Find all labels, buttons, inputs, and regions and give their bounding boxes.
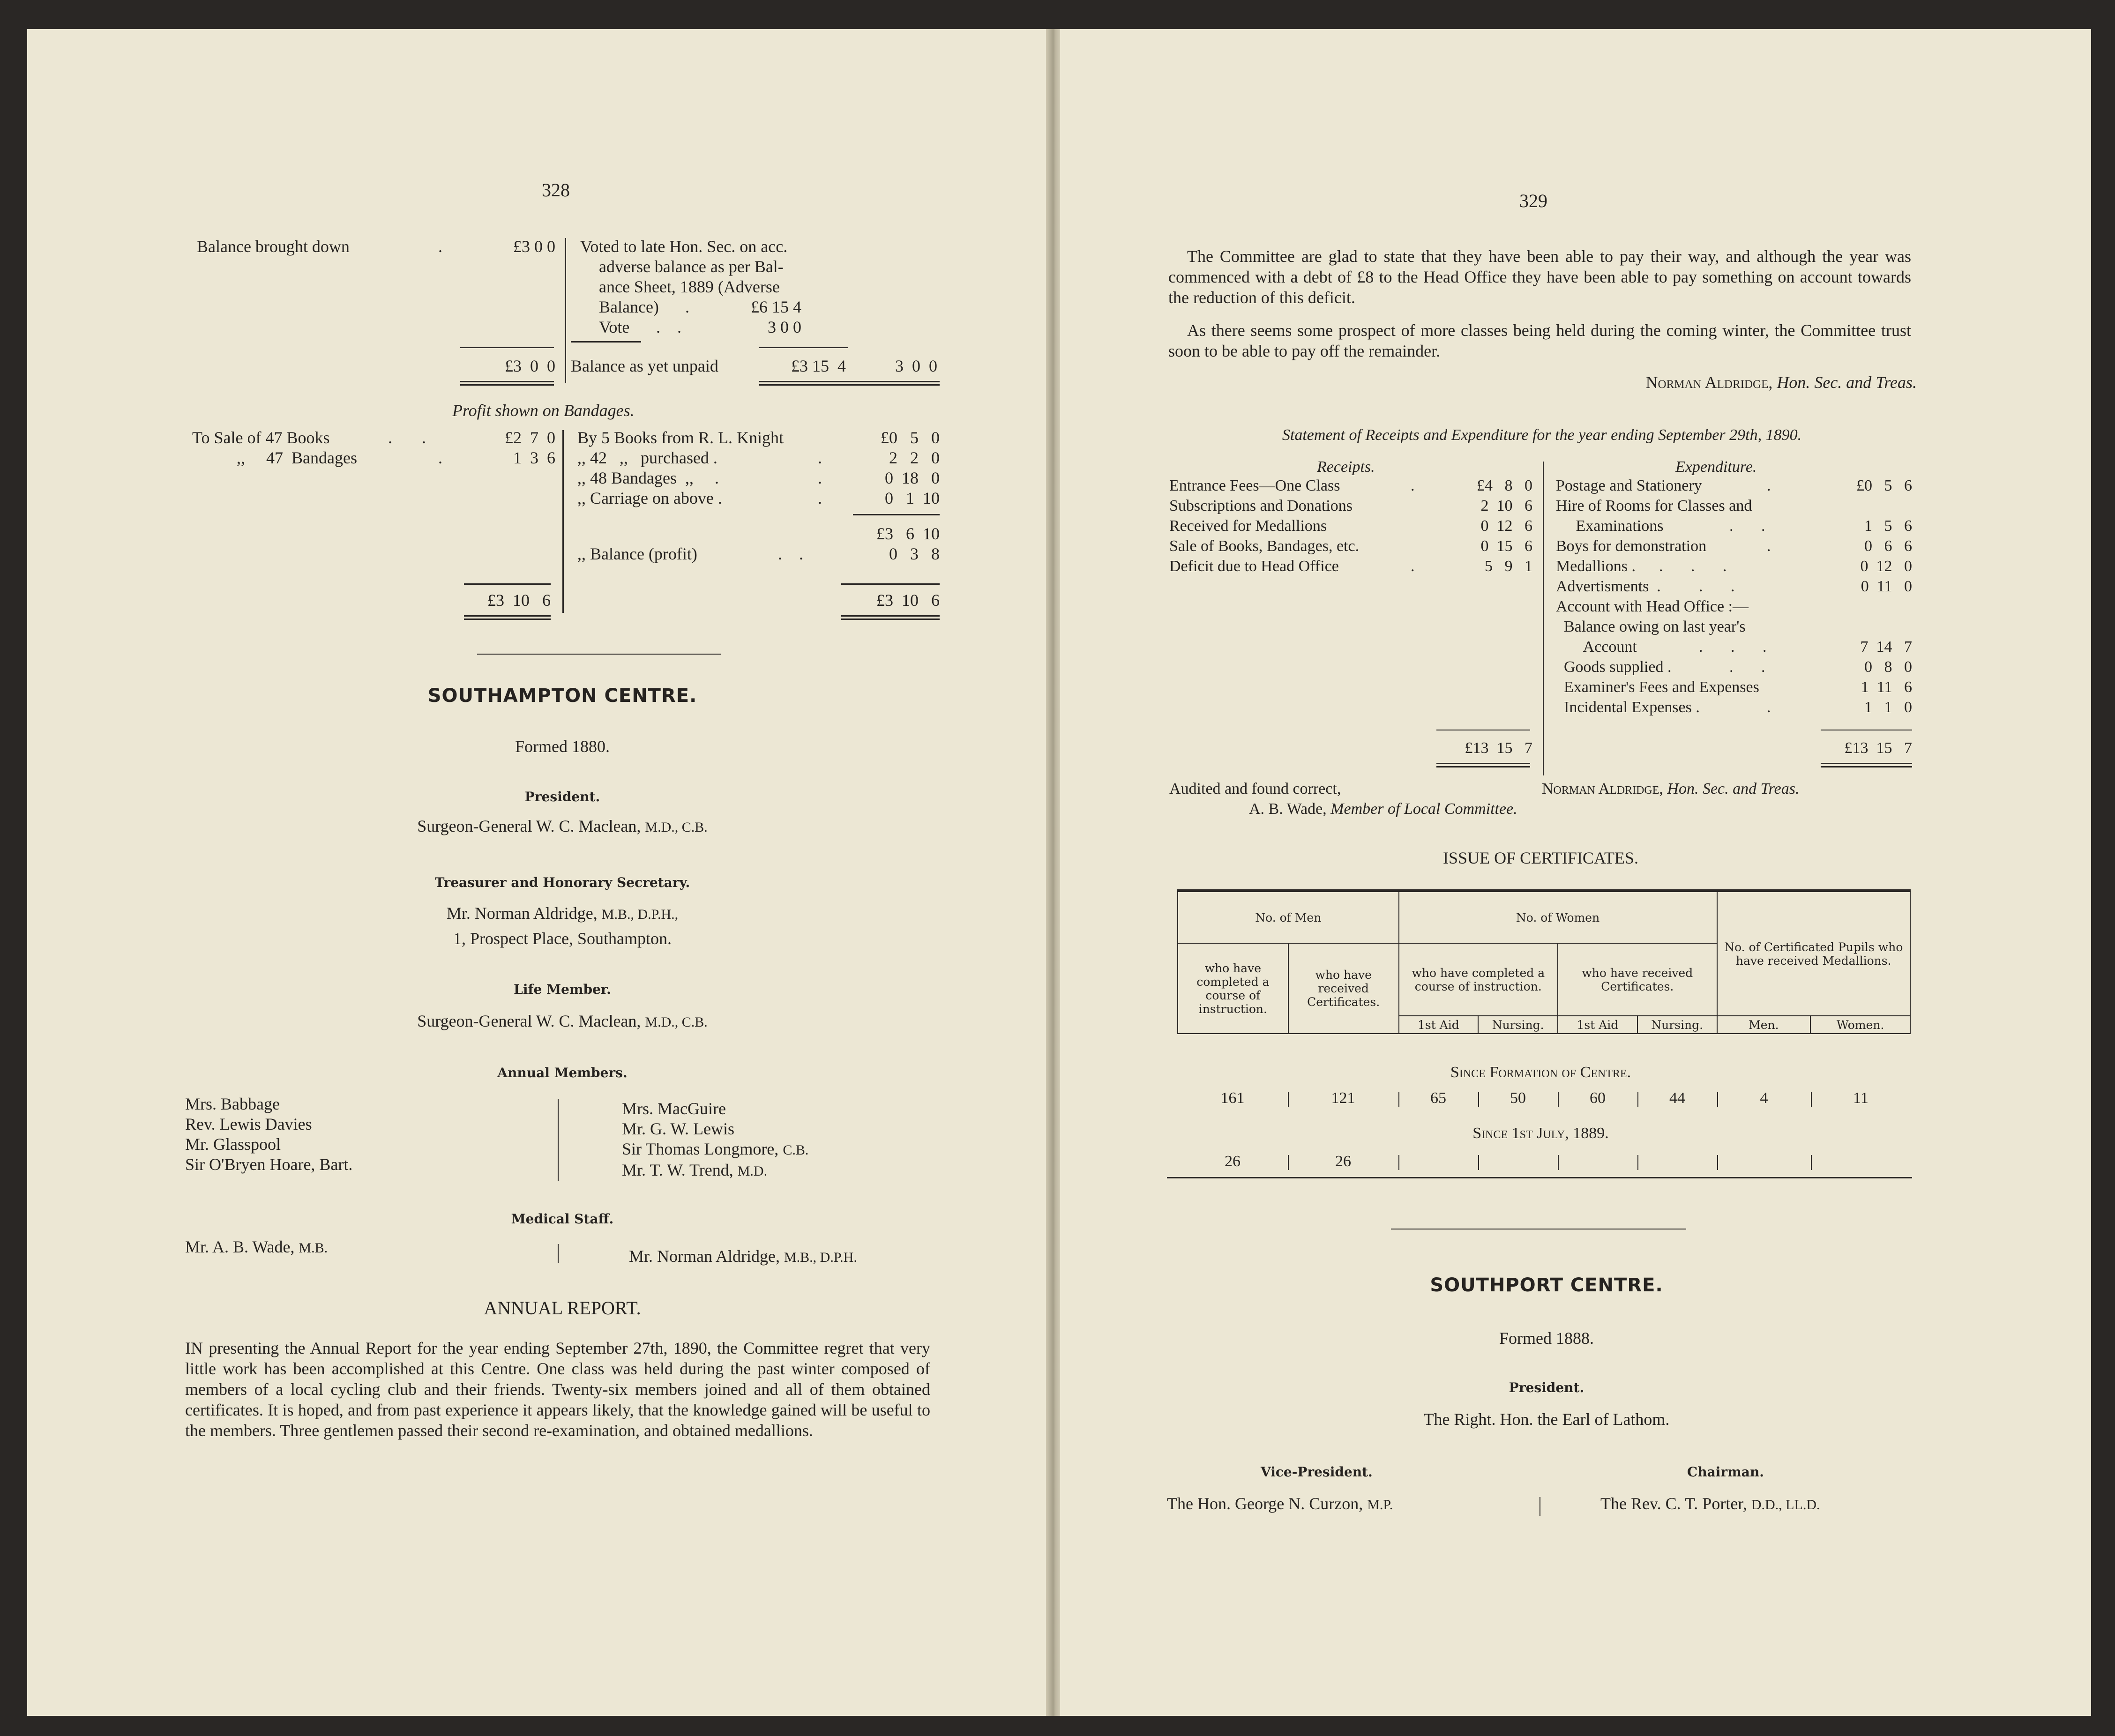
- credit-row-1-amount: £0 5 0: [881, 428, 940, 447]
- expenditure-total: £13 15 7: [1844, 739, 1912, 757]
- receipt-amount: 2 10 6: [1480, 497, 1532, 514]
- receipt-label: Deficit due to Head Office: [1169, 558, 1339, 575]
- southport-president-heading: President.: [1509, 1380, 1584, 1395]
- row-value: 26: [1335, 1153, 1351, 1170]
- receipt-label: Entrance Fees—One Class: [1169, 477, 1340, 494]
- expenditure-amount: £0 5 6: [1856, 477, 1912, 494]
- expenditure-dots: . .: [1729, 517, 1765, 535]
- receipt-label: Sale of Books, Bandages, etc.: [1169, 537, 1360, 555]
- members-divider: [558, 1099, 559, 1181]
- treasurer-suffix: M.B., D.P.H.,: [601, 907, 679, 922]
- debit-total: £3 0 0: [505, 357, 555, 375]
- medallions-header: No. of Certificated Pupils who have received Medallions.: [1717, 892, 1910, 1016]
- committee-paragraph-2: As there seems some prospect of more classes being held during the coming winter, the Committee trust soon to be able to pay off the remainder.: [1168, 321, 1911, 360]
- double-rule: [841, 615, 940, 620]
- members-left-column: [185, 1094, 352, 1175]
- double-rule: [460, 381, 554, 386]
- row-value: 65: [1430, 1089, 1446, 1107]
- row-separator: [1288, 1155, 1289, 1170]
- expenditure-label: Medallions .: [1556, 558, 1636, 575]
- credit-row-4-amount: 0 1 10: [885, 489, 940, 507]
- expenditure-dots: .: [1767, 477, 1771, 494]
- medical-right-name: Mr. Norman Aldridge,: [629, 1247, 780, 1266]
- rule: [853, 514, 940, 515]
- credit-line-3: ance Sheet, 1889 (Adverse: [599, 277, 780, 296]
- balance-profit-amount: 0 3 8: [889, 544, 940, 563]
- double-rule: [1821, 763, 1912, 767]
- member-name: Mr. G. W. Lewis: [622, 1119, 735, 1138]
- expenditure-label: Postage and Stationery: [1556, 477, 1702, 494]
- treasurer-heading: Treasurer and Honorary Secretary.: [434, 875, 690, 890]
- left-page: [27, 29, 1048, 1716]
- auditor-line: [1249, 800, 1517, 818]
- credit-balance-dot: .: [685, 298, 689, 316]
- expenditure-label: Examiner's Fees and Expenses: [1556, 678, 1759, 696]
- certificates-heading: ISSUE OF CERTIFICATES.: [1443, 849, 1638, 867]
- row-separator: [1398, 1155, 1399, 1170]
- completed-women-header: who have completed a course of instruction.: [1399, 943, 1558, 1016]
- expenditure-amount: 1 5 6: [1864, 517, 1912, 535]
- annual-report-heading: ANNUAL REPORT.: [484, 1297, 641, 1319]
- row-value: 161: [1220, 1089, 1245, 1107]
- expenditure-amount: 0 11 0: [1861, 578, 1912, 595]
- expenditure-heading: Expenditure.: [1675, 458, 1757, 476]
- president-heading: President.: [524, 789, 600, 805]
- chairman-line: [1600, 1494, 1820, 1513]
- statement-divider: [1543, 462, 1544, 775]
- centre-title: SOUTHAMPTON CENTRE.: [427, 685, 697, 707]
- row-separator: [1811, 1155, 1812, 1170]
- row-separator: [1558, 1155, 1559, 1170]
- medical-right-suffix: M.B., D.P.H.: [784, 1250, 857, 1265]
- rule: [841, 583, 940, 585]
- chairman-heading: Chairman.: [1687, 1464, 1764, 1480]
- nursing-subheader: Nursing.: [1637, 1016, 1717, 1034]
- book-gutter: [1046, 29, 1062, 1716]
- member-name: Mr. Glasspool: [185, 1135, 281, 1154]
- first-aid-subheader: 1st Aid: [1399, 1016, 1479, 1034]
- member-name: Mrs. MacGuire: [622, 1099, 726, 1118]
- formed-year: Formed 1880.: [515, 737, 610, 756]
- credit-row-3-amount: 0 18 0: [885, 469, 940, 487]
- unpaid-amount: £3 15 4: [791, 357, 846, 375]
- member-name: Sir O'Bryen Hoare, Bart.: [185, 1155, 353, 1174]
- expenditure-label: Incidental Expenses .: [1556, 699, 1700, 716]
- credit-row-2-label: ,, 42 ,, purchased .: [577, 448, 717, 467]
- credit-row-3-label: ,, 48 Bandages ,, .: [577, 469, 719, 487]
- receipt-label: Subscriptions and Donations: [1169, 497, 1353, 514]
- credit-subtotal: £3 6 10: [876, 524, 940, 543]
- receipt-label: Received for Medallions: [1169, 517, 1327, 535]
- debit-row-2-amount: 1 3 6: [513, 448, 555, 467]
- chairman-suffix: D.D., LL.D.: [1751, 1497, 1820, 1512]
- statement-title: Statement of Receipts and Expenditure for the year ending September 29th, 1890.: [1282, 426, 1802, 444]
- treasurer-name: Mr. Norman Aldridge,: [446, 904, 598, 923]
- southport-president-name: The Right. Hon. the Earl of Lathom.: [1423, 1410, 1670, 1429]
- signature-1-title: Hon. Sec. and Treas.: [1777, 373, 1917, 392]
- debit-row-1-dots: . .: [388, 428, 426, 447]
- expenditure-amount: 1 1 0: [1864, 699, 1912, 716]
- expenditure-label: Boys for demonstration: [1556, 537, 1707, 555]
- medical-right: [629, 1246, 857, 1266]
- receipts-total: £13 15 7: [1465, 739, 1532, 757]
- row-value: 4: [1760, 1089, 1768, 1107]
- received-men-header: who have received Certificates.: [1288, 943, 1399, 1034]
- life-member-line: [328, 1011, 797, 1031]
- auditor-title: Member of Local Committee.: [1330, 800, 1517, 818]
- received-women-header: who have received Certificates.: [1558, 943, 1717, 1016]
- credit-balance-amount: £6 15 4: [751, 298, 801, 316]
- committee-paragraph-1: The Committee are glad to state that they have been able to pay their way, and although the year was commenced with a debt of £8 to the Head Office they have been able to pay something on account towards the reduction of this deficit.: [1168, 247, 1911, 307]
- row-value: 121: [1331, 1089, 1355, 1107]
- row-separator: [1637, 1092, 1638, 1107]
- expenditure-label: Hire of Rooms for Classes and: [1556, 497, 1752, 514]
- rule: [460, 347, 554, 348]
- account-divider: [562, 430, 564, 613]
- certificates-table: [1177, 891, 1911, 1034]
- debit-row-2-dots: .: [438, 448, 442, 467]
- table-bottom-rule: [1167, 1177, 1912, 1178]
- debit-row-1-amount: £2 7 0: [505, 428, 555, 447]
- receipt-dot: .: [1411, 558, 1415, 575]
- expenditure-amount: 7 14 7: [1860, 638, 1912, 656]
- debit-label: Balance brought down: [197, 237, 350, 256]
- southport-formed: Formed 1888.: [1499, 1329, 1594, 1348]
- row-separator: [1717, 1092, 1718, 1107]
- row-separator: [1398, 1092, 1399, 1107]
- expenditure-dots: . . .: [1659, 558, 1727, 575]
- treasurer-line: [328, 903, 797, 923]
- nursing-subheader: Nursing.: [1478, 1016, 1558, 1034]
- expenditure-label: Account: [1556, 638, 1637, 656]
- expenditure-dots: . . .: [1699, 638, 1767, 656]
- audit-name: Norman Aldridge,: [1542, 780, 1663, 797]
- balance-profit-label: ,, Balance (profit): [577, 544, 697, 563]
- first-aid-subheader: 1st Aid: [1558, 1016, 1637, 1034]
- account-divider: [565, 238, 566, 383]
- debit-dot: .: [438, 237, 442, 256]
- receipt-amount: 5 9 1: [1485, 558, 1532, 575]
- expenditure-dots: .: [1767, 699, 1771, 716]
- row-value: 60: [1590, 1089, 1606, 1107]
- row-value: 11: [1853, 1089, 1868, 1107]
- life-member-heading: Life Member.: [514, 982, 611, 997]
- credit-row-2-dots: .: [818, 448, 822, 467]
- july-row: [1177, 1153, 1911, 1175]
- balance-profit-dots: . .: [778, 544, 803, 563]
- double-rule: [759, 381, 940, 386]
- medical-staff-heading: Medical Staff.: [511, 1211, 614, 1227]
- expenditure-label: Advertisments .: [1556, 578, 1661, 595]
- receipts-heading: Receipts.: [1317, 458, 1375, 476]
- vice-president-line: [1167, 1494, 1393, 1513]
- row-separator: [1811, 1092, 1812, 1107]
- president-name: Surgeon-General W. C. Maclean,: [417, 817, 641, 835]
- credit-vote-amount: 3 0 0: [768, 318, 801, 336]
- credit-row-1-label: By 5 Books from R. L. Knight: [577, 428, 784, 447]
- expenditure-amount: 1 11 6: [1861, 678, 1912, 696]
- men-header: No. of Men: [1178, 892, 1399, 943]
- members-right-column: [622, 1099, 808, 1181]
- southport-title: SOUTHPORT CENTRE.: [1430, 1274, 1663, 1296]
- receipt-amount: 0 12 6: [1480, 517, 1532, 535]
- row-value: 26: [1225, 1153, 1241, 1170]
- expenditure-dots: .: [1767, 537, 1771, 555]
- president-line: [328, 816, 797, 836]
- unpaid-total: 3 0 0: [895, 357, 937, 375]
- medical-left-name: Mr. A. B. Wade,: [185, 1237, 295, 1256]
- row-separator: [1478, 1092, 1479, 1107]
- audited-text: Audited and found correct,: [1169, 780, 1341, 797]
- auditor-name: A. B. Wade,: [1249, 800, 1327, 818]
- rule: [464, 583, 551, 585]
- debit-total: £3 10 6: [487, 591, 551, 610]
- women-subheader: Women.: [1810, 1016, 1910, 1034]
- credit-vote-label: Vote: [599, 318, 630, 336]
- debit-amount: £3 0 0: [513, 237, 555, 256]
- annual-members-heading: Annual Members.: [497, 1065, 628, 1080]
- profit-heading: Profit shown on Bandages.: [452, 401, 635, 420]
- debit-row-1-label: To Sale of 47 Books: [192, 428, 330, 447]
- unpaid-label: Balance as yet unpaid: [571, 357, 718, 375]
- receipt-amount: 0 15 6: [1480, 537, 1532, 555]
- expenditure-label: Goods supplied .: [1556, 658, 1672, 676]
- rule: [571, 341, 641, 343]
- credit-line-2: adverse balance as per Bal-: [599, 257, 784, 276]
- receipt-dot: .: [1411, 477, 1415, 494]
- row-separator: [1637, 1155, 1638, 1170]
- expenditure-dots: . .: [1699, 578, 1735, 595]
- member-name: Mr. T. W. Trend, M.D.: [622, 1161, 768, 1179]
- member-name: Rev. Lewis Davies: [185, 1115, 312, 1133]
- credit-row-3-dots: .: [818, 469, 822, 487]
- double-rule: [464, 615, 551, 620]
- medical-left: [185, 1237, 328, 1257]
- double-rule: [1436, 763, 1530, 767]
- since-july-label: Since 1st July, 1889.: [1472, 1125, 1609, 1142]
- vice-president-suffix: M.P.: [1367, 1497, 1393, 1512]
- signature-1-name: Norman Aldridge,: [1645, 373, 1773, 392]
- signature-1: [1265, 373, 1917, 392]
- section-divider: [477, 654, 721, 655]
- receipt-amount: £4 8 0: [1477, 477, 1532, 494]
- audit-signature: [1542, 780, 1799, 798]
- expenditure-dots: . .: [1729, 658, 1765, 676]
- expenditure-amount: 0 8 0: [1864, 658, 1912, 676]
- treasurer-address: 1, Prospect Place, Southampton.: [453, 929, 672, 948]
- row-value: 50: [1510, 1089, 1526, 1107]
- credit-row-4-dots: .: [818, 489, 822, 507]
- member-name: Mrs. Babbage: [185, 1095, 280, 1113]
- audit-title: Hon. Sec. and Treas.: [1667, 780, 1800, 797]
- credit-row-4-label: ,, Carriage on above .: [577, 489, 722, 507]
- vice-president-heading: Vice-President.: [1261, 1464, 1373, 1480]
- annual-report-text: IN presenting the Annual Report for the year ending September 27th, 1890, the Committee regret that very little work has been accomplished at this Centre. One class was held during the past winter composed of members of a local cycling club and their friends. Twenty-six members joined and all of them obtained certificates. It is hoped, and from past experience it appears likely, that the knowledge gained will be useful to the members. Three gentlemen passed their second re-examination, and obtained medallions.: [185, 1339, 930, 1440]
- expenditure-amount: 0 12 0: [1860, 558, 1912, 575]
- medical-divider: [558, 1244, 559, 1263]
- since-formation-label: Since Formation of Centre.: [1450, 1064, 1631, 1081]
- credit-line-1: Voted to late Hon. Sec. on acc.: [580, 237, 788, 256]
- expenditure-label: Examinations: [1556, 517, 1664, 535]
- medical-left-suffix: M.B.: [299, 1240, 328, 1256]
- credit-total: £3 10 6: [876, 591, 940, 610]
- row-separator: [1717, 1155, 1718, 1170]
- row-value: 44: [1669, 1089, 1685, 1107]
- credit-row-2-amount: 2 2 0: [889, 448, 940, 467]
- formation-row: [1177, 1089, 1911, 1109]
- completed-men-header: who have completed a course of instruction.: [1178, 943, 1288, 1034]
- right-page-number: 329: [1519, 190, 1547, 211]
- expenditure-amount: 0 6 6: [1864, 537, 1912, 555]
- vice-president-name: The Hon. George N. Curzon,: [1167, 1494, 1363, 1513]
- rule: [1177, 889, 1911, 891]
- life-member-name: Surgeon-General W. C. Maclean,: [417, 1012, 641, 1030]
- left-page-number: 328: [542, 179, 570, 201]
- women-header: No. of Women: [1399, 892, 1717, 943]
- president-suffix: M.D., C.B.: [645, 820, 708, 835]
- life-member-suffix: M.D., C.B.: [645, 1014, 708, 1030]
- debit-row-2-label: ,, 47 Bandages: [237, 448, 357, 467]
- credit-vote-dots: . .: [656, 318, 681, 336]
- expenditure-label: Account with Head Office :—: [1556, 598, 1749, 615]
- row-separator: [1558, 1092, 1559, 1107]
- expenditure-label: Balance owing on last year's: [1556, 618, 1746, 635]
- row-separator: [1478, 1155, 1479, 1170]
- chairman-name: The Rev. C. T. Porter,: [1600, 1494, 1747, 1513]
- men-subheader: Men.: [1717, 1016, 1811, 1034]
- credit-balance-label: Balance): [599, 298, 659, 316]
- rule: [759, 347, 848, 348]
- row-separator: [1288, 1092, 1289, 1107]
- member-name: Sir Thomas Longmore, C.B.: [622, 1140, 809, 1158]
